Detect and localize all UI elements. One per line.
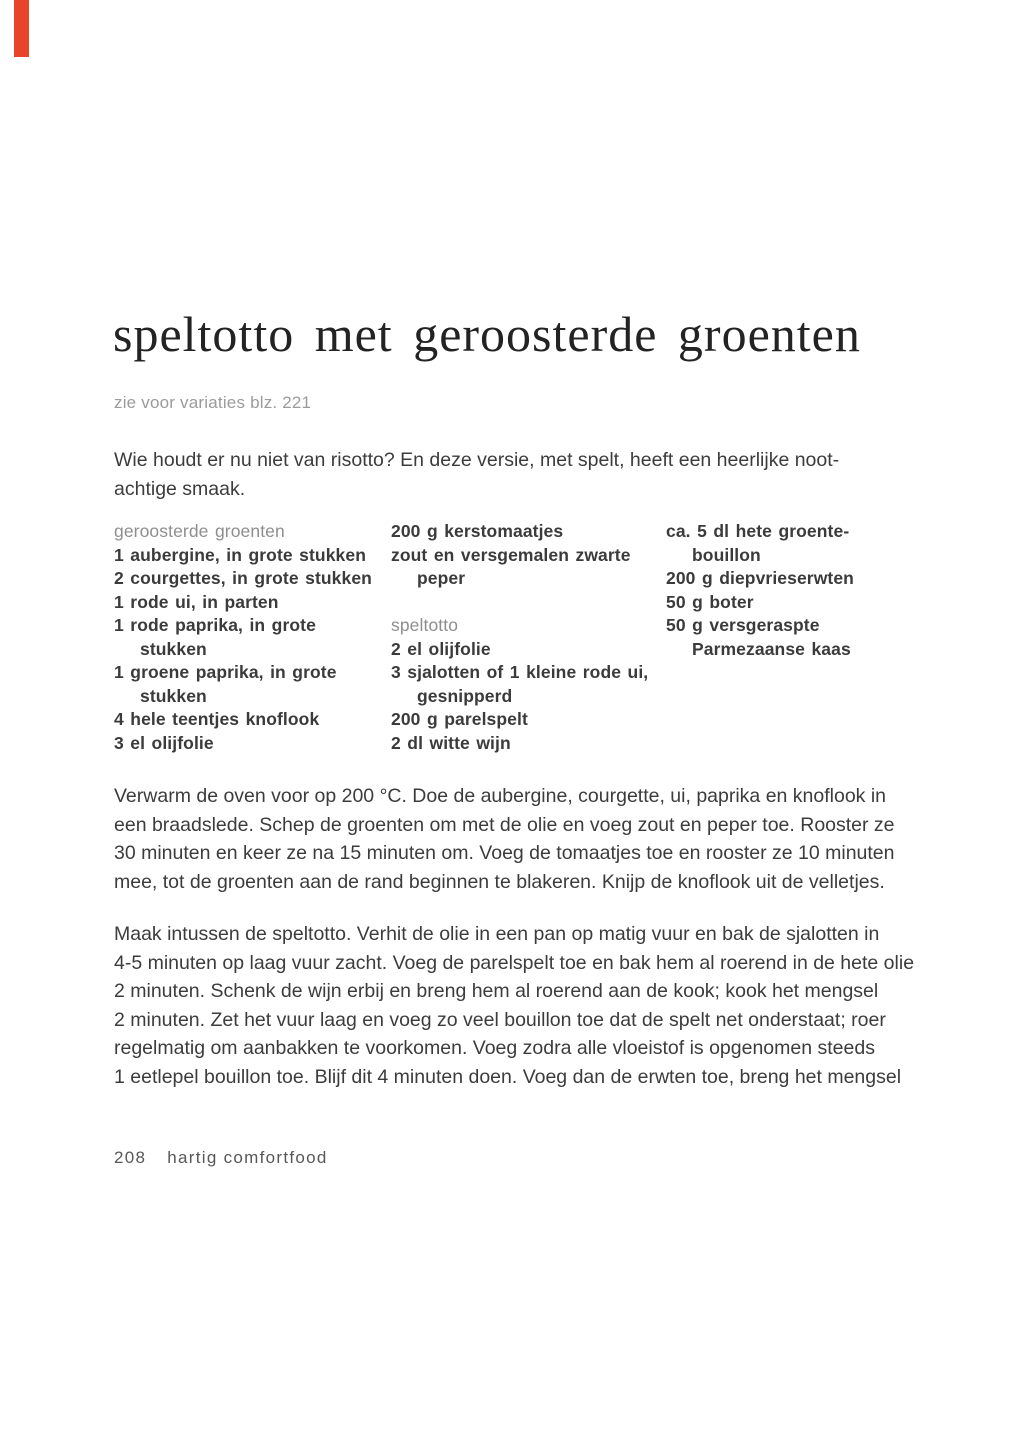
instruction-line: mee, tot de groenten aan de rand beginnen te blakeren. Knijp de knoflook uit de velletjes.: [114, 870, 885, 893]
instruction-line: 30 minuten en keer ze na 15 minuten om. Voeg de tomaatjes toe en rooster ze 10 minuten: [114, 842, 895, 865]
recipe-intro: [114, 446, 839, 503]
variations-note: zie voor variaties blz. 221: [114, 393, 312, 412]
ingredient-line-wrap: gesnipperd: [417, 685, 513, 706]
ingredient-line-wrap: bouillon: [692, 544, 761, 565]
ingredient-line: 1 rode ui, in parten: [114, 591, 279, 612]
ingredient-line: 200 g diepvrieserwten: [666, 568, 854, 588]
ingredient-line: 1 rode paprika, in grote: [114, 615, 316, 635]
ingredient-group-header: speltotto: [391, 615, 459, 635]
ingredient-line: 4 hele teentjes knoflook: [114, 709, 320, 729]
ingredient-line-wrap: stukken: [140, 638, 207, 659]
ingredient-line: ca. 5 dl hete groente-: [666, 521, 850, 541]
ingredient-line-wrap: Parmezaanse kaas: [692, 638, 851, 659]
ingredient-line: 2 courgettes, in grote stukken: [114, 568, 372, 588]
ingredient-line-wrap: peper: [417, 568, 466, 588]
instruction-line: Verwarm de oven voor op 200 °C. Doe de aubergine, courgette, ui, paprika en knoflook in: [114, 785, 887, 807]
instruction-line: 2 minuten. Zet het vuur laag en voeg zo veel bouillon toe dat de spelt net onderstaat; roer: [114, 1008, 886, 1031]
intro-line: Wie houdt er nu niet van risotto? En deze versie, met spelt, heeft een heerlijke noot-: [114, 449, 840, 471]
instruction-line: 1 eetlepel bouillon toe. Blijf dit 4 minuten doen. Voeg dan de erwten toe, breng het mengsel: [114, 1065, 902, 1088]
ingredient-line: 50 g boter: [666, 591, 754, 612]
page-footer: [114, 1148, 328, 1168]
instructions-paragraph-2: [114, 920, 914, 1092]
ingredient-line: 200 g parelspelt: [391, 709, 528, 729]
ingredient-line: 3 sjalotten of 1 kleine rode ui,: [391, 662, 649, 682]
ingredient-line: 50 g versgeraspte: [666, 615, 820, 635]
instruction-line: Maak intussen de speltotto. Verhit de olie in een pan op matig vuur en bak de sjalotten in: [114, 923, 880, 945]
instruction-line: 2 minuten. Schenk de wijn erbij en breng hem al roerend aan de kook; kook het mengsel: [114, 980, 879, 1003]
chapter-color-tab: [14, 0, 29, 57]
chapter-name: hartig comfortfood: [167, 1148, 328, 1167]
instructions-paragraph-1: [114, 782, 895, 896]
instruction-line: een braadslede. Schep de groenten om met de olie en voeg zout en peper toe. Rooster ze: [114, 813, 895, 836]
ingredient-line: 2 dl witte wijn: [391, 732, 511, 753]
ingredient-line-wrap: stukken: [140, 685, 207, 706]
ingredient-line: 3 el olijfolie: [114, 732, 214, 753]
instruction-line: 4-5 minuten op laag vuur zacht. Voeg de parelspelt toe en bak hem al roerend in de hete olie: [114, 951, 915, 974]
recipe-title: speltotto met geroosterde groenten: [113, 306, 861, 362]
intro-line: achtige smaak.: [114, 477, 246, 500]
ingredients-column-geroosterde-groenten: [114, 521, 379, 756]
ingredient-blank-line: [391, 592, 661, 616]
page-number: 208: [114, 1148, 147, 1167]
ingredient-line: 2 el olijfolie: [391, 638, 491, 659]
instruction-line: regelmatig om aanbakken te voorkomen. Voeg zodra alle vloeistof is opgenomen steeds: [114, 1037, 875, 1060]
ingredient-line: 1 groene paprika, in grote: [114, 662, 337, 682]
ingredients-column-speltotto: [391, 521, 661, 756]
ingredient-group-header: geroosterde groenten: [114, 521, 285, 541]
ingredients-column-extra: [666, 521, 916, 662]
ingredient-line: zout en versgemalen zwarte: [391, 544, 631, 565]
ingredient-line: 200 g kerstomaatjes: [391, 521, 564, 541]
ingredient-line: 1 aubergine, in grote stukken: [114, 544, 367, 565]
